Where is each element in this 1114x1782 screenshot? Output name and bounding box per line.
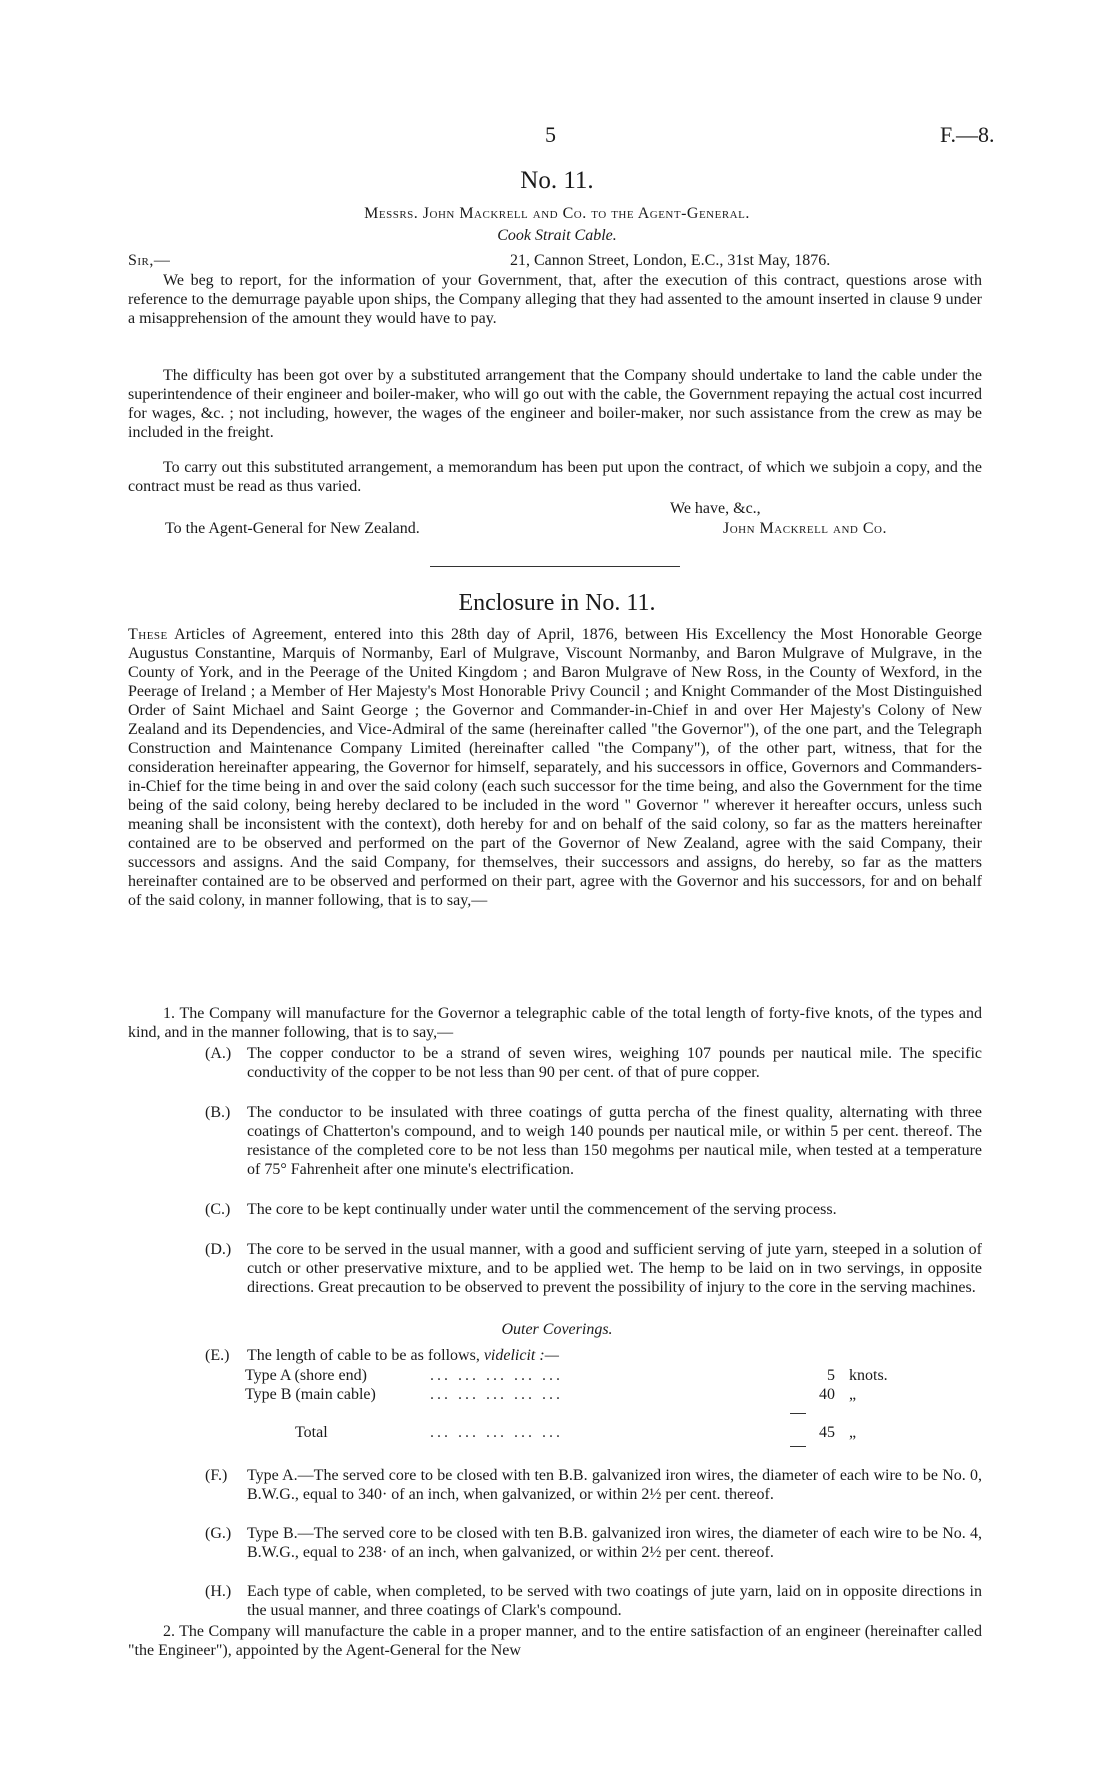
subitem-c bbox=[205, 1200, 982, 1219]
subitem-text: The core to be served in the usual manner, with a good and sufficient serving of jute yarn, steeped in a solution of cutch or other preservative mixture, and to be applied wet. The hemp to be laid on in two servings, in opposite directions. Great precaution to be observed to prevent the possibility of injury to the core in the serving machines. bbox=[247, 1241, 982, 1296]
subitem-label: (H.) bbox=[205, 1583, 232, 1600]
subitem-a bbox=[205, 1044, 982, 1082]
cable-unit: „ bbox=[849, 1386, 857, 1403]
letter-paragraph: We beg to report, for the information of your Government, that, after the execution of this contract, questions arose with reference to the demurrage payable upon ships, the Company alleging that they had assented to the amount inserted in clause 9 under a misapprehension of the amount they would have to pay. bbox=[128, 272, 982, 327]
subitem-label: (D.) bbox=[205, 1241, 232, 1258]
enclosure-title: Enclosure in No. 11. bbox=[458, 590, 656, 616]
agreement-paragraph bbox=[128, 625, 982, 910]
total-label: Total bbox=[295, 1424, 328, 1441]
subitem-label: (E.) bbox=[205, 1347, 230, 1364]
subitem-label: (B.) bbox=[205, 1104, 231, 1121]
sum-rule bbox=[790, 1413, 806, 1414]
leader-dots: ... ... ... ... ... bbox=[430, 1386, 563, 1403]
document-reference: F.—8. bbox=[940, 122, 995, 147]
subitem-b bbox=[205, 1103, 982, 1179]
letter-title: No. 11. bbox=[520, 167, 594, 194]
subitem-text: The core to be kept continually under water until the commencement of the serving process. bbox=[247, 1201, 837, 1218]
leader-dots: ... ... ... ... ... bbox=[430, 1424, 563, 1441]
cable-unit: knots. bbox=[849, 1367, 888, 1384]
subitem-h bbox=[205, 1582, 982, 1620]
total-unit: „ bbox=[849, 1424, 857, 1441]
closing: We have, &c., bbox=[670, 500, 761, 517]
cable-type-name: Type A (shore end) bbox=[245, 1367, 367, 1384]
letter-subject: Cook Strait Cable. bbox=[497, 227, 617, 244]
leader-dots: ... ... ... ... ... bbox=[430, 1367, 563, 1384]
subitem-label: (A.) bbox=[205, 1045, 232, 1062]
sum-rule bbox=[790, 1446, 806, 1447]
subitem-text-italic: videlicit :— bbox=[483, 1347, 559, 1364]
salutation: Sir,— bbox=[128, 252, 171, 269]
subitem-text: The copper conductor to be a strand of seven wires, weighing 107 pounds per nautical mile. The specific conductivity of the copper to be not less than 90 per cent. of that of pure copper. bbox=[247, 1045, 982, 1081]
cable-table-row bbox=[245, 1385, 865, 1404]
page-number: 5 bbox=[545, 122, 556, 147]
subitem-text: The length of cable to be as follows, bbox=[247, 1347, 484, 1364]
agreement-lead: These bbox=[128, 626, 168, 643]
subitem-f bbox=[205, 1466, 982, 1504]
cable-table-row bbox=[245, 1366, 888, 1385]
clause-1: 1. The Company will manufacture for the Governor a telegraphic cable of the total length of forty-five knots, of the types and kind, and in the manner following, that is to say,— bbox=[128, 1005, 982, 1041]
letter-from-to: Messrs. John Mackrell and Co. to the Agent-General. bbox=[364, 205, 750, 222]
cable-table-total bbox=[245, 1423, 865, 1442]
subitem-label: (C.) bbox=[205, 1201, 231, 1218]
recipient-line: To the Agent-General for New Zealand. bbox=[165, 520, 420, 537]
cable-type-name: Type B (main cable) bbox=[245, 1386, 376, 1403]
outer-coverings-heading: Outer Coverings. bbox=[501, 1321, 613, 1338]
subitem-text: The conductor to be insulated with three coatings of gutta percha of the finest quality, alternating with three coatings of Chatterton's compound, and to weigh 140 pounds per nautical mile, or within 5 per cent. thereof. The resistance of the completed core to be not less than 150 megohms per nautical mile, when tested at a temperature of 75° Fahrenheit after one minute's electrification. bbox=[247, 1104, 982, 1178]
cable-length: 40 bbox=[819, 1386, 835, 1403]
subitem-label: (F.) bbox=[205, 1467, 228, 1484]
cable-length: 5 bbox=[827, 1367, 835, 1384]
subitem-label: (G.) bbox=[205, 1525, 232, 1542]
subitem-e bbox=[205, 1346, 982, 1365]
subitem-text: Type A.—The served core to be closed with ten B.B. galvanized iron wires, the diameter of each wire to be No. 0, B.W.G., equal to 340· of an inch, when galvanized, or within 2½ per cent. thereof. bbox=[247, 1467, 982, 1503]
subitem-text: Type B.—The served core to be closed with ten B.B. galvanized iron wires, the diameter of each wire to be No. 4, B.W.G., equal to 238· of an inch, when galvanized, or within 2½ per cent. thereof. bbox=[247, 1525, 982, 1561]
clause-2: 2. The Company will manufacture the cable in a proper manner, and to the entire satisfaction of an engineer (hereinafter called "the Engineer"), appointed by the Agent-General for the New bbox=[128, 1623, 982, 1659]
letter-paragraph: The difficulty has been got over by a substituted arrangement that the Company should undertake to land the cable under the superintendence of their engineer and boiler-maker, who will go out with the cable, the Government repaying the actual cost incurred for wages, &c. ; not including, however, the wages of the engineer and boiler-maker, nor such assistance from the crew as may be included in the freight. bbox=[128, 367, 982, 441]
signature: John Mackrell and Co. bbox=[723, 520, 887, 537]
subitem-g bbox=[205, 1524, 982, 1562]
total-length: 45 bbox=[819, 1424, 835, 1441]
subitem-text: Each type of cable, when completed, to be served with two coatings of jute yarn, laid on in opposite directions in the usual manner, and three coatings of Clark's compound. bbox=[247, 1583, 982, 1619]
address-date: 21, Cannon Street, London, E.C., 31st May, 1876. bbox=[510, 252, 831, 269]
letter-paragraph: To carry out this substituted arrangement, a memorandum has been put upon the contract, of which we subjoin a copy, and the contract must be read as thus varied. bbox=[128, 459, 982, 495]
section-divider bbox=[430, 566, 680, 567]
agreement-text: Articles of Agreement, entered into this 28th day of April, 1876, between His Excellency the Most Honorable George Augustus Constantine, Marquis of Normanby, Earl of Mulgrave, Viscount Normanby, and Baron Mulgrave of Mulgrave, in the County of York, and in the Peerage of the United Kingdom ; and Baron Mulgrave of New Ross, in the County of Wexford, in the Peerage of Ireland ; a Member of Her Majesty's Most Honorable Privy Council ; and Knight Commander of the Most Distinguished Order of Saint Michael and Saint George ; the Governor and Commander-in-Chief in and over Her Majesty's Colony of New Zealand and its Dependencies, and Vice-Admiral of the same (hereinafter called "the Governor"), of the one part, and the Telegraph Construction and Maintenance Company Limited (hereinafter called "the Company"), of the other part, witness, that for the consideration hereinafter appearing, the Governor for himself, separately, and his successors in office, Governors and Commanders-in-Chief for the time being in and over the said colony (each such successor for the time being, and also the Government for the time being of the said colony, being hereby declared to be included in the word " Governor " wherever it hereafter occurs, unless such meaning shall be inconsistent with the context), doth hereby for and on behalf of the said colony, so far as the matters hereinafter contained are to be observed and performed on the part of the Governor of New Zealand, agree with the said Company, their successors and assigns. And the said Company, for themselves, their successors and assigns, do hereby, so far as the matters hereinafter contained are to be observed and performed on their part, agree with the Governor and his successors, for and on behalf of the said colony, in manner following, that is to say,— bbox=[128, 626, 982, 909]
subitem-d bbox=[205, 1240, 982, 1297]
